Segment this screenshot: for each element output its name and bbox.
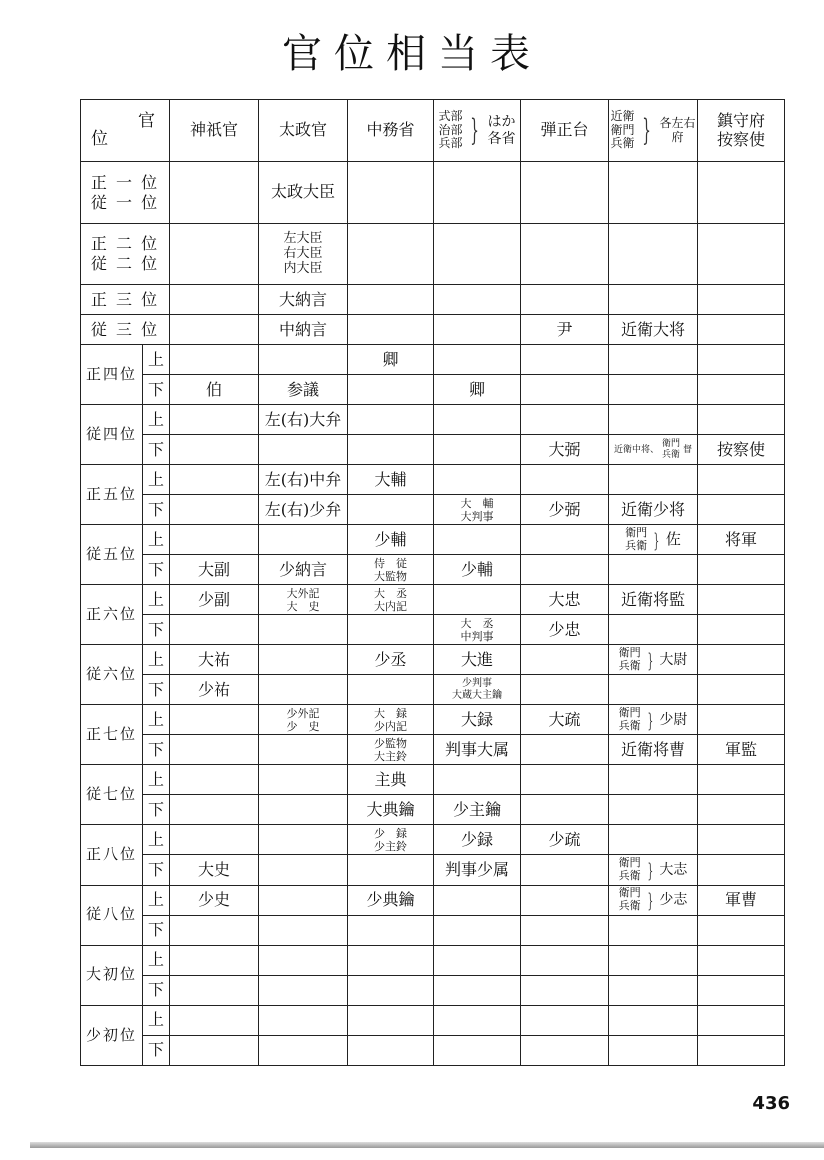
cell: 大 丞 大内記 <box>348 585 434 615</box>
table-row <box>81 435 785 465</box>
table-row <box>81 585 785 615</box>
table-row <box>81 765 785 795</box>
table-row <box>81 735 785 765</box>
cell: 少輔 <box>434 555 521 585</box>
rank-label: 正六位 <box>81 585 143 645</box>
cell: 左(右)少弁 <box>259 495 348 525</box>
upper-label: 上 <box>143 525 170 555</box>
upper-label: 上 <box>143 465 170 495</box>
header-sayu: 各左右 <box>659 115 696 130</box>
cell: 大祐 <box>170 645 259 675</box>
table-row <box>81 405 785 435</box>
cell: 判事少属 <box>434 855 521 885</box>
rank-label: 従八位 <box>81 885 143 945</box>
table-row <box>81 375 785 405</box>
table-row <box>81 705 785 735</box>
rank-label: 従五位 <box>81 525 143 585</box>
header-jibu: 治部 <box>438 122 463 137</box>
cell: 大疏 <box>521 705 609 735</box>
cell: 少納言 <box>259 555 348 585</box>
page-edge <box>30 1142 824 1148</box>
table-row <box>81 315 785 345</box>
rank-label: 従四位 <box>81 405 143 465</box>
corner-cell <box>81 100 170 162</box>
table-row <box>81 555 785 585</box>
lower-label: 下 <box>143 795 170 825</box>
rank-label: 正 一 位 従 一 位 <box>81 162 170 224</box>
cell: 太政大臣 <box>259 162 348 224</box>
lower-label: 下 <box>143 435 170 465</box>
table-row <box>81 465 785 495</box>
cell: 衛門 兵衛 } 佐 <box>609 525 698 555</box>
table-row <box>81 645 785 675</box>
cell: 大弼 <box>521 435 609 465</box>
cell: 近衛少将 <box>609 495 698 525</box>
rank-label: 従七位 <box>81 765 143 825</box>
table-row <box>81 1035 785 1065</box>
cell: 近衛中将、 衛門 兵衛 督 <box>609 435 698 465</box>
cell: 少祐 <box>170 675 259 705</box>
cell: 少判事 大蔵大主鑰 <box>434 675 521 705</box>
cell: 大 丞 中判事 <box>434 615 521 645</box>
table-row <box>81 1005 785 1035</box>
table-row <box>81 885 785 915</box>
cell: 大 輔 大判事 <box>434 495 521 525</box>
table-row <box>81 915 785 945</box>
cell: 左(右)中弁 <box>259 465 348 495</box>
cell: 少監物 大主鈴 <box>348 735 434 765</box>
cell: 参議 <box>259 375 348 405</box>
cell: 左大臣 右大臣 内大臣 <box>259 224 348 285</box>
rank-label: 正四位 <box>81 345 143 405</box>
cell: 衛門 兵衛 } 少尉 <box>609 705 698 735</box>
cell: 主典 <box>348 765 434 795</box>
cell: 侍 従 大監物 <box>348 555 434 585</box>
cell: 近衛大将 <box>609 315 698 345</box>
cell: 伯 <box>170 375 259 405</box>
lower-label: 下 <box>143 735 170 765</box>
header-konoe: 近衛 <box>610 108 635 123</box>
header-guards <box>609 100 698 162</box>
upper-label: 上 <box>143 645 170 675</box>
cell: 少外記 少 史 <box>259 705 348 735</box>
header-shikibu: 式部 <box>438 108 463 123</box>
cell: 大 録 少内記 <box>348 705 434 735</box>
rank-label: 従 三 位 <box>81 315 170 345</box>
cell: 少主鑰 <box>434 795 521 825</box>
table-row <box>81 945 785 975</box>
upper-label: 上 <box>143 825 170 855</box>
table-row <box>81 795 785 825</box>
cell: 衛門 兵衛 } 大尉 <box>609 645 698 675</box>
brace-icon: } <box>642 112 652 148</box>
table-row <box>81 285 785 315</box>
header-hoka: はか <box>487 114 516 131</box>
table-row <box>81 615 785 645</box>
upper-label: 上 <box>143 345 170 375</box>
header-hyobu: 兵部 <box>438 136 463 151</box>
table-row <box>81 345 785 375</box>
header-emon: 衛門 <box>610 122 635 137</box>
cell: 将軍 <box>698 525 785 555</box>
cell: 大録 <box>434 705 521 735</box>
upper-label: 上 <box>143 885 170 915</box>
header-danjodai: 弾正台 <box>521 100 609 162</box>
header-other-ministries <box>434 100 521 162</box>
lower-label: 下 <box>143 675 170 705</box>
cell: 少忠 <box>521 615 609 645</box>
cell: 大外記 大 史 <box>259 585 348 615</box>
corner-top: 官 <box>138 111 155 131</box>
table-row <box>81 975 785 1005</box>
lower-label: 下 <box>143 495 170 525</box>
rank-label: 正五位 <box>81 465 143 525</box>
rank-label: 正七位 <box>81 705 143 765</box>
cell: 衛門 兵衛 } 大志 <box>609 855 698 885</box>
cell: 少副 <box>170 585 259 615</box>
cell: 大納言 <box>259 285 348 315</box>
header-jingikan: 神祇官 <box>170 100 259 162</box>
cell: 按察使 <box>698 435 785 465</box>
header-hyoe: 兵衛 <box>610 136 635 151</box>
table-row <box>81 495 785 525</box>
page-title: 官位相当表 <box>282 31 542 77</box>
lower-label: 下 <box>143 915 170 945</box>
header-row <box>81 100 785 162</box>
table-row <box>81 162 785 224</box>
corner-bottom: 位 <box>91 128 108 149</box>
upper-label: 上 <box>143 945 170 975</box>
header-kakusho: 各省 <box>487 130 516 147</box>
upper-label: 上 <box>143 405 170 435</box>
cell: 少典鑰 <box>348 885 434 915</box>
rank-table <box>80 99 785 1066</box>
cell: 少輔 <box>348 525 434 555</box>
table-row <box>81 525 785 555</box>
cell: 少丞 <box>348 645 434 675</box>
header-chinjufu: 鎮守府 <box>716 111 765 131</box>
cell: 近衛将曹 <box>609 735 698 765</box>
cell: 少弼 <box>521 495 609 525</box>
upper-label: 上 <box>143 585 170 615</box>
lower-label: 下 <box>143 375 170 405</box>
upper-label: 上 <box>143 705 170 735</box>
cell: 卿 <box>348 345 434 375</box>
page-number: 436 <box>752 1093 790 1114</box>
rank-label: 従六位 <box>81 645 143 705</box>
upper-label: 上 <box>143 765 170 795</box>
cell: 大進 <box>434 645 521 675</box>
upper-label: 上 <box>143 1005 170 1035</box>
cell: 大忠 <box>521 585 609 615</box>
rank-label: 正 二 位 従 二 位 <box>81 224 170 285</box>
cell: 卿 <box>434 375 521 405</box>
table-row <box>81 855 785 885</box>
table-row <box>81 675 785 705</box>
rank-label: 正 三 位 <box>81 285 170 315</box>
header-chinju <box>698 100 785 162</box>
lower-label: 下 <box>143 855 170 885</box>
cell: 中納言 <box>259 315 348 345</box>
table-row <box>81 825 785 855</box>
rank-label: 大初位 <box>81 945 143 1005</box>
cell: 少 録 少主鈴 <box>348 825 434 855</box>
cell: 左(右)大弁 <box>259 405 348 435</box>
cell: 大副 <box>170 555 259 585</box>
cell: 軍監 <box>698 735 785 765</box>
cell: 近衛将監 <box>609 585 698 615</box>
header-azechi: 按察使 <box>716 129 765 149</box>
header-fu: 府 <box>671 129 684 144</box>
cell: 大輔 <box>348 465 434 495</box>
cell: 少録 <box>434 825 521 855</box>
lower-label: 下 <box>143 975 170 1005</box>
header-dajokan: 太政官 <box>259 100 348 162</box>
cell: 大典鑰 <box>348 795 434 825</box>
brace-icon: } <box>470 112 480 148</box>
lower-label: 下 <box>143 615 170 645</box>
cell: 少史 <box>170 885 259 915</box>
cell: 大史 <box>170 855 259 885</box>
rank-label: 少初位 <box>81 1005 143 1065</box>
table-row <box>81 224 785 285</box>
rank-label: 正八位 <box>81 825 143 885</box>
cell: 尹 <box>521 315 609 345</box>
cell: 軍曹 <box>698 885 785 915</box>
header-nakatsukasa: 中務省 <box>348 100 434 162</box>
cell: 判事大属 <box>434 735 521 765</box>
cell: 少疏 <box>521 825 609 855</box>
lower-label: 下 <box>143 1035 170 1065</box>
lower-label: 下 <box>143 555 170 585</box>
cell: 衛門 兵衛 } 少志 <box>609 885 698 915</box>
